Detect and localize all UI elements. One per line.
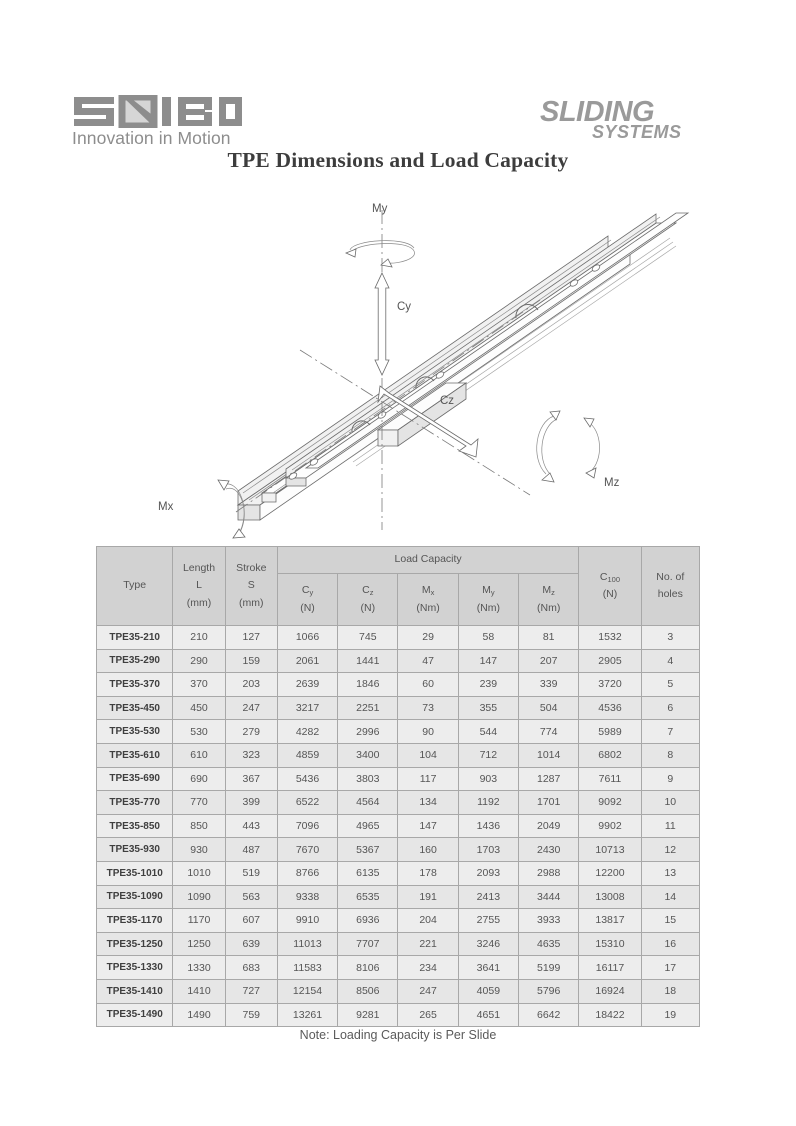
cell-my: 147: [458, 649, 518, 673]
cell-mz: 2049: [519, 814, 579, 838]
cell-type: TPE35-1090: [97, 885, 173, 909]
cell-my: 712: [458, 743, 518, 767]
cell-type: TPE35-1010: [97, 861, 173, 885]
cell-cz: 6936: [338, 909, 398, 933]
cell-my: 2755: [458, 909, 518, 933]
cell-my: 4651: [458, 1003, 518, 1027]
cell-holes: 19: [641, 1003, 699, 1027]
cell-mx: 191: [398, 885, 458, 909]
cell-mz: 6642: [519, 1003, 579, 1027]
table-row: [97, 909, 700, 933]
cell-mz: 81: [519, 626, 579, 650]
cell-type: TPE35-530: [97, 720, 173, 744]
cell-c100: 16117: [579, 956, 641, 980]
cell-my: 3246: [458, 932, 518, 956]
saibo-logo: [72, 95, 244, 148]
svg-text:SLIDING: SLIDING: [540, 96, 655, 128]
cell-cz: 8506: [338, 979, 398, 1003]
cell-type: TPE35-610: [97, 743, 173, 767]
cell-my: 355: [458, 696, 518, 720]
cell-cy: 4859: [277, 743, 337, 767]
cell-length: 770: [173, 791, 225, 815]
label-my: My: [372, 203, 388, 215]
cell-type: TPE35-1410: [97, 979, 173, 1003]
cell-mx: 147: [398, 814, 458, 838]
cell-length: 1330: [173, 956, 225, 980]
cell-cy: 7670: [277, 838, 337, 862]
cell-cz: 3400: [338, 743, 398, 767]
cell-holes: 11: [641, 814, 699, 838]
cell-my: 2093: [458, 861, 518, 885]
cell-length: 530: [173, 720, 225, 744]
th-length: Length L (mm): [173, 547, 225, 626]
cell-my: 544: [458, 720, 518, 744]
cell-type: TPE35-370: [97, 673, 173, 697]
th-my: My (Nm): [458, 574, 518, 626]
cell-mz: 207: [519, 649, 579, 673]
label-mz: Mz: [604, 477, 620, 489]
cell-cy: 13261: [277, 1003, 337, 1027]
table-row: [97, 791, 700, 815]
cell-c100: 10713: [579, 838, 641, 862]
th-cy: Cy (N): [277, 574, 337, 626]
cell-my: 239: [458, 673, 518, 697]
cell-mx: 265: [398, 1003, 458, 1027]
cell-mx: 134: [398, 791, 458, 815]
cell-holes: 9: [641, 767, 699, 791]
cell-mx: 178: [398, 861, 458, 885]
cell-holes: 8: [641, 743, 699, 767]
cell-stroke: 683: [225, 956, 277, 980]
cell-mx: 234: [398, 956, 458, 980]
cell-cy: 1066: [277, 626, 337, 650]
cell-stroke: 607: [225, 909, 277, 933]
cell-c100: 9902: [579, 814, 641, 838]
cell-c100: 18422: [579, 1003, 641, 1027]
cell-c100: 9092: [579, 791, 641, 815]
cell-mx: 47: [398, 649, 458, 673]
cell-holes: 18: [641, 979, 699, 1003]
table-row: [97, 956, 700, 980]
cell-mx: 90: [398, 720, 458, 744]
cell-mz: 504: [519, 696, 579, 720]
cell-holes: 12: [641, 838, 699, 862]
cell-type: TPE35-770: [97, 791, 173, 815]
cell-holes: 15: [641, 909, 699, 933]
cell-my: 4059: [458, 979, 518, 1003]
svg-text:SYSTEMS: SYSTEMS: [592, 122, 682, 142]
cell-stroke: 487: [225, 838, 277, 862]
cell-cz: 2996: [338, 720, 398, 744]
cell-cz: 4965: [338, 814, 398, 838]
cell-stroke: 399: [225, 791, 277, 815]
cell-c100: 4536: [579, 696, 641, 720]
page-title: TPE Dimensions and Load Capacity: [227, 148, 569, 172]
cell-mz: 2430: [519, 838, 579, 862]
cell-mx: 204: [398, 909, 458, 933]
cell-holes: 5: [641, 673, 699, 697]
cell-my: 903: [458, 767, 518, 791]
cell-length: 610: [173, 743, 225, 767]
cell-length: 1010: [173, 861, 225, 885]
cell-holes: 7: [641, 720, 699, 744]
cell-cz: 4564: [338, 791, 398, 815]
cell-length: 450: [173, 696, 225, 720]
th-stroke: Stroke S (mm): [225, 547, 277, 626]
cell-length: 1170: [173, 909, 225, 933]
cell-mz: 2988: [519, 861, 579, 885]
cell-mz: 5796: [519, 979, 579, 1003]
table-row: [97, 838, 700, 862]
table-row: [97, 626, 700, 650]
table-head: [97, 547, 700, 626]
cell-cz: 3803: [338, 767, 398, 791]
th-c100: C100 (N): [579, 547, 641, 626]
cell-cy: 5436: [277, 767, 337, 791]
cell-type: TPE35-450: [97, 696, 173, 720]
spec-table-container: [96, 546, 700, 1027]
cell-type: TPE35-1250: [97, 932, 173, 956]
cell-length: 1250: [173, 932, 225, 956]
cell-mx: 221: [398, 932, 458, 956]
cell-c100: 2905: [579, 649, 641, 673]
cell-cy: 12154: [277, 979, 337, 1003]
cell-c100: 1532: [579, 626, 641, 650]
cell-stroke: 639: [225, 932, 277, 956]
table-body: [97, 626, 700, 1027]
cell-cy: 8766: [277, 861, 337, 885]
label-cy: Cy: [397, 301, 412, 313]
telescopic-slide-drawing: [238, 213, 688, 520]
cell-length: 210: [173, 626, 225, 650]
th-cz: Cz (N): [338, 574, 398, 626]
cell-type: TPE35-850: [97, 814, 173, 838]
cell-c100: 15310: [579, 932, 641, 956]
table-row: [97, 673, 700, 697]
cell-stroke: 127: [225, 626, 277, 650]
cell-mx: 60: [398, 673, 458, 697]
cell-cy: 11013: [277, 932, 337, 956]
table-row: [97, 861, 700, 885]
cell-my: 1436: [458, 814, 518, 838]
cell-mx: 104: [398, 743, 458, 767]
cell-type: TPE35-210: [97, 626, 173, 650]
th-mx: Mx (Nm): [398, 574, 458, 626]
cell-c100: 7611: [579, 767, 641, 791]
table-header-row-1: [97, 547, 700, 574]
cell-stroke: 159: [225, 649, 277, 673]
cell-mz: 339: [519, 673, 579, 697]
cell-mx: 160: [398, 838, 458, 862]
my-moment-arrow: [346, 241, 415, 267]
table-row: [97, 767, 700, 791]
cell-length: 370: [173, 673, 225, 697]
cell-c100: 13008: [579, 885, 641, 909]
cell-cy: 3217: [277, 696, 337, 720]
cell-my: 1192: [458, 791, 518, 815]
cell-type: TPE35-290: [97, 649, 173, 673]
cell-my: 1703: [458, 838, 518, 862]
cell-cz: 6535: [338, 885, 398, 909]
table-note: Note: Loading Capacity is Per Slide: [299, 1028, 497, 1042]
cell-length: 930: [173, 838, 225, 862]
cell-cy: 9338: [277, 885, 337, 909]
table-row: [97, 720, 700, 744]
cell-cz: 1846: [338, 673, 398, 697]
cell-cz: 5367: [338, 838, 398, 862]
cell-length: 1490: [173, 1003, 225, 1027]
table-row: [97, 932, 700, 956]
cell-stroke: 563: [225, 885, 277, 909]
cell-stroke: 323: [225, 743, 277, 767]
cell-mz: 1287: [519, 767, 579, 791]
cell-mz: 3444: [519, 885, 579, 909]
table-row: [97, 696, 700, 720]
cell-length: 690: [173, 767, 225, 791]
cell-cy: 2639: [277, 673, 337, 697]
cell-cy: 2061: [277, 649, 337, 673]
cell-type: TPE35-1490: [97, 1003, 173, 1027]
cell-mx: 247: [398, 979, 458, 1003]
mz-moment-arrow: [537, 411, 600, 482]
label-cz: Cz: [440, 395, 455, 407]
cell-cz: 745: [338, 626, 398, 650]
cell-stroke: 443: [225, 814, 277, 838]
cell-mx: 29: [398, 626, 458, 650]
cell-mx: 117: [398, 767, 458, 791]
cell-mx: 73: [398, 696, 458, 720]
cell-cz: 9281: [338, 1003, 398, 1027]
cell-cy: 6522: [277, 791, 337, 815]
cell-my: 3641: [458, 956, 518, 980]
page-header: [0, 0, 796, 148]
cell-stroke: 279: [225, 720, 277, 744]
th-holes: No. of holes: [641, 547, 699, 626]
cell-stroke: 519: [225, 861, 277, 885]
cell-cy: 9910: [277, 909, 337, 933]
cell-c100: 16924: [579, 979, 641, 1003]
cell-cz: 1441: [338, 649, 398, 673]
cell-c100: 12200: [579, 861, 641, 885]
cell-length: 1410: [173, 979, 225, 1003]
cell-holes: 17: [641, 956, 699, 980]
table-row: [97, 979, 700, 1003]
cell-my: 58: [458, 626, 518, 650]
cell-length: 850: [173, 814, 225, 838]
th-mz: Mz (Nm): [519, 574, 579, 626]
cell-type: TPE35-1330: [97, 956, 173, 980]
cell-cy: 7096: [277, 814, 337, 838]
cell-cz: 2251: [338, 696, 398, 720]
cell-c100: 5989: [579, 720, 641, 744]
cell-cz: 8106: [338, 956, 398, 980]
table-row: [97, 649, 700, 673]
cell-stroke: 367: [225, 767, 277, 791]
cell-mz: 1701: [519, 791, 579, 815]
cell-stroke: 759: [225, 1003, 277, 1027]
table-row: [97, 814, 700, 838]
sliding-systems-wordmark-icon: [536, 96, 716, 142]
table-row: [97, 743, 700, 767]
cell-mz: 774: [519, 720, 579, 744]
cell-holes: 3: [641, 626, 699, 650]
cell-mz: 1014: [519, 743, 579, 767]
cell-type: TPE35-1170: [97, 909, 173, 933]
cell-my: 2413: [458, 885, 518, 909]
cell-c100: 3720: [579, 673, 641, 697]
cell-type: TPE35-690: [97, 767, 173, 791]
table-row: [97, 1003, 700, 1027]
cell-cz: 7707: [338, 932, 398, 956]
cell-holes: 4: [641, 649, 699, 673]
cell-c100: 13817: [579, 909, 641, 933]
cell-type: TPE35-930: [97, 838, 173, 862]
cell-cy: 4282: [277, 720, 337, 744]
cell-holes: 14: [641, 885, 699, 909]
cell-holes: 10: [641, 791, 699, 815]
sliding-systems-logo: [536, 96, 716, 147]
saibo-wordmark-icon: [72, 95, 244, 128]
cell-stroke: 727: [225, 979, 277, 1003]
th-load-capacity-group: Load Capacity: [277, 547, 578, 574]
saibo-tagline: Innovation in Motion: [72, 128, 231, 148]
label-mx: Mx: [158, 501, 174, 513]
cell-length: 1090: [173, 885, 225, 909]
cell-stroke: 203: [225, 673, 277, 697]
th-type: Type: [97, 547, 173, 626]
cell-length: 290: [173, 649, 225, 673]
cell-mz: 3933: [519, 909, 579, 933]
table-row: [97, 885, 700, 909]
cell-holes: 13: [641, 861, 699, 885]
cell-mz: 4635: [519, 932, 579, 956]
cell-cz: 6135: [338, 861, 398, 885]
cell-c100: 6802: [579, 743, 641, 767]
dimensions-load-capacity-table: [96, 546, 700, 1027]
cell-stroke: 247: [225, 696, 277, 720]
cy-force-arrow: [375, 273, 389, 375]
cell-holes: 16: [641, 932, 699, 956]
load-direction-diagram: [110, 190, 690, 540]
cell-cy: 11583: [277, 956, 337, 980]
cell-mz: 5199: [519, 956, 579, 980]
cell-holes: 6: [641, 696, 699, 720]
